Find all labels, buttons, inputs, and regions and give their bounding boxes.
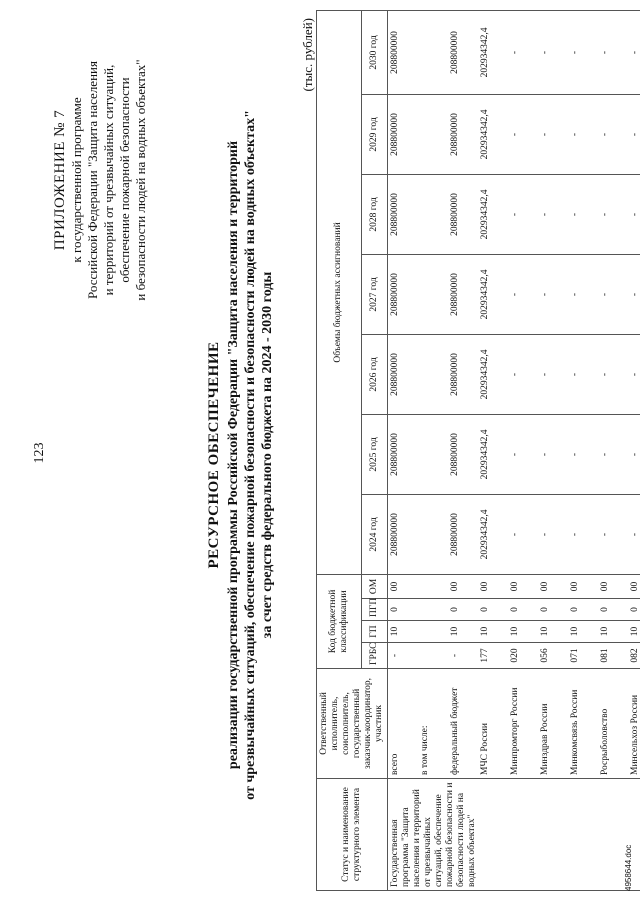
cell-grbs	[418, 643, 448, 669]
cell-pgp: 0	[598, 599, 628, 621]
cell-amount: 202934342,4	[478, 334, 508, 414]
cell-amount: -	[598, 334, 628, 414]
header-year: 2030 год	[361, 10, 387, 94]
cell-amount: -	[508, 414, 538, 494]
cell-amount: -	[568, 254, 598, 334]
cell-amount	[418, 10, 448, 94]
cell-amount: -	[598, 494, 628, 574]
cell-amount: -	[508, 334, 538, 414]
cell-amount: 202934342,4	[478, 254, 508, 334]
cell-amount: -	[508, 10, 538, 94]
cell-grbs: 020	[508, 643, 538, 669]
cell-om: 00	[538, 574, 568, 598]
cell-amount: -	[628, 254, 640, 334]
cell-amount: -	[508, 254, 538, 334]
cell-amount: 208800000	[388, 254, 419, 334]
status-cell: Государственная программа "Защита населения и территорий от чрезвычайных ситуаций, обеспечение пожарной безопасности и безопасности людей на водных объектах"	[388, 779, 640, 891]
appendix-line: обеспечение пожарной безопасности	[117, 77, 132, 283]
cell-amount: 208800000	[448, 174, 478, 254]
table-row	[568, 10, 598, 890]
cell-amount: 202934342,4	[478, 94, 508, 174]
cell-gp: 10	[478, 621, 508, 643]
cell-pgp	[418, 599, 448, 621]
row-label: Минкомсвязь России	[568, 669, 598, 779]
table-row	[538, 10, 568, 890]
cell-om: 00	[388, 574, 419, 598]
cell-amount: -	[508, 494, 538, 574]
header-pgp: ПГП	[361, 599, 387, 621]
heading-line: за счет средств федерального бюджета на 2024 - 2030 годы	[260, 271, 275, 639]
cell-amount: -	[538, 334, 568, 414]
table-row	[628, 10, 640, 890]
cell-amount: 208800000	[448, 254, 478, 334]
cell-amount: -	[568, 94, 598, 174]
cell-gp: 10	[568, 621, 598, 643]
cell-grbs: 081	[598, 643, 628, 669]
cell-amount: -	[598, 174, 628, 254]
cell-amount: 208800000	[388, 10, 419, 94]
cell-om	[418, 574, 448, 598]
units-note: (тыс. рублей)	[300, 18, 315, 92]
header-responsible: Ответственный исполнитель, соисполнитель, государственный заказчик-координатор, участник	[317, 669, 388, 779]
cell-amount: -	[598, 414, 628, 494]
cell-amount: -	[538, 494, 568, 574]
cell-amount: 202934342,4	[478, 174, 508, 254]
cell-amount: 208800000	[448, 334, 478, 414]
appendix-line: к государственной программе	[69, 97, 84, 263]
table-body	[388, 10, 640, 890]
header-year: 2026 год	[361, 334, 387, 414]
cell-grbs: 071	[568, 643, 598, 669]
header-volumes: Объемы бюджетных ассигнований	[317, 10, 362, 574]
cell-amount: -	[598, 10, 628, 94]
cell-amount: 208800000	[388, 334, 419, 414]
table-row	[478, 10, 508, 890]
table-row	[448, 10, 478, 890]
cell-amount: 208800000	[448, 10, 478, 94]
table-row	[418, 10, 448, 890]
cell-amount: -	[568, 414, 598, 494]
cell-om: 00	[598, 574, 628, 598]
cell-pgp: 0	[478, 599, 508, 621]
row-label: Росрыболовство	[598, 669, 628, 779]
cell-amount: 208800000	[448, 494, 478, 574]
table-row	[598, 10, 628, 890]
cell-pgp: 0	[448, 599, 478, 621]
cell-grbs: 082	[628, 643, 640, 669]
appendix-line: и безопасности людей на водных объектах"	[133, 59, 148, 301]
resource-table	[316, 10, 640, 891]
row-label: Минсельхоз России	[628, 669, 640, 779]
cell-om: 00	[508, 574, 538, 598]
cell-amount: 208800000	[388, 494, 419, 574]
cell-grbs: 056	[538, 643, 568, 669]
header-budget-code: Код бюджетной классификации	[317, 574, 362, 668]
cell-amount: -	[538, 10, 568, 94]
cell-amount: -	[598, 254, 628, 334]
cell-amount: 202934342,4	[478, 10, 508, 94]
row-label: всего	[388, 669, 419, 779]
cell-amount: 208800000	[388, 94, 419, 174]
cell-om: 00	[478, 574, 508, 598]
cell-amount: -	[628, 334, 640, 414]
cell-grbs: -	[448, 643, 478, 669]
cell-amount: -	[508, 94, 538, 174]
heading-line: реализации государственной программы Российской Федерации "Защита населения и территорий	[226, 140, 241, 770]
page-number: 123	[32, 442, 47, 464]
cell-om: 00	[628, 574, 640, 598]
cell-amount	[418, 254, 448, 334]
header-year: 2028 год	[361, 174, 387, 254]
cell-pgp: 0	[628, 599, 640, 621]
cell-pgp: 0	[538, 599, 568, 621]
heading-title: РЕСУРСНОЕ ОБЕСПЕЧЕНИЕ	[206, 341, 222, 569]
document-heading	[206, 95, 276, 815]
cell-amount	[418, 334, 448, 414]
row-label: в том числе:	[418, 669, 448, 779]
row-label: МЧС России	[478, 669, 508, 779]
cell-amount	[418, 174, 448, 254]
cell-gp: 10	[628, 621, 640, 643]
cell-amount: -	[568, 10, 598, 94]
cell-amount	[418, 94, 448, 174]
header-status: Статус и наименование структурного элемента	[317, 779, 388, 891]
row-label: Минпромторг России	[508, 669, 538, 779]
cell-om: 00	[448, 574, 478, 598]
cell-grbs: -	[388, 643, 419, 669]
cell-amount: -	[568, 494, 598, 574]
cell-pgp: 0	[388, 599, 419, 621]
heading-line: от чрезвычайных ситуаций, обеспечение пожарной безопасности и безопасности людей на водных объектах"	[243, 110, 258, 800]
cell-amount: -	[628, 174, 640, 254]
cell-amount: -	[568, 334, 598, 414]
header-year: 2027 год	[361, 254, 387, 334]
appendix-line: Российской Федерации "Защита населения	[85, 61, 100, 299]
cell-amount: -	[538, 94, 568, 174]
row-label: федеральный бюджет	[448, 669, 478, 779]
cell-amount: -	[628, 94, 640, 174]
cell-amount: -	[598, 94, 628, 174]
header-year: 2024 год	[361, 494, 387, 574]
row-label: Минздрав России	[538, 669, 568, 779]
cell-amount	[418, 414, 448, 494]
footer-filename: 4958644.doc	[624, 844, 633, 891]
cell-amount: 208800000	[448, 94, 478, 174]
appendix-title: ПРИЛОЖЕНИЕ № 7	[52, 109, 68, 251]
cell-amount: -	[628, 494, 640, 574]
header-om: ОМ	[361, 574, 387, 598]
appendix-block	[52, 30, 149, 330]
cell-pgp: 0	[568, 599, 598, 621]
cell-amount: -	[538, 174, 568, 254]
header-grbs: ГРБС	[361, 643, 387, 669]
cell-gp: 10	[538, 621, 568, 643]
cell-gp	[418, 621, 448, 643]
cell-gp: 10	[448, 621, 478, 643]
table-row	[388, 10, 419, 890]
header-gp: ГП	[361, 621, 387, 643]
cell-grbs: 177	[478, 643, 508, 669]
cell-amount: -	[538, 254, 568, 334]
cell-amount: -	[508, 174, 538, 254]
cell-pgp: 0	[508, 599, 538, 621]
table-row	[508, 10, 538, 890]
cell-amount: 208800000	[448, 414, 478, 494]
cell-amount: 208800000	[388, 414, 419, 494]
cell-amount: 208800000	[388, 174, 419, 254]
cell-amount: 202934342,4	[478, 414, 508, 494]
cell-amount: -	[538, 414, 568, 494]
header-year: 2029 год	[361, 94, 387, 174]
cell-amount: -	[628, 414, 640, 494]
header-year: 2025 год	[361, 414, 387, 494]
cell-amount: 202934342,4	[478, 494, 508, 574]
appendix-line: и территорий от чрезвычайных ситуаций,	[101, 64, 116, 296]
cell-om: 00	[568, 574, 598, 598]
cell-gp: 10	[508, 621, 538, 643]
cell-amount: -	[628, 10, 640, 94]
cell-gp: 10	[388, 621, 419, 643]
cell-gp: 10	[598, 621, 628, 643]
cell-amount	[418, 494, 448, 574]
cell-amount: -	[568, 174, 598, 254]
